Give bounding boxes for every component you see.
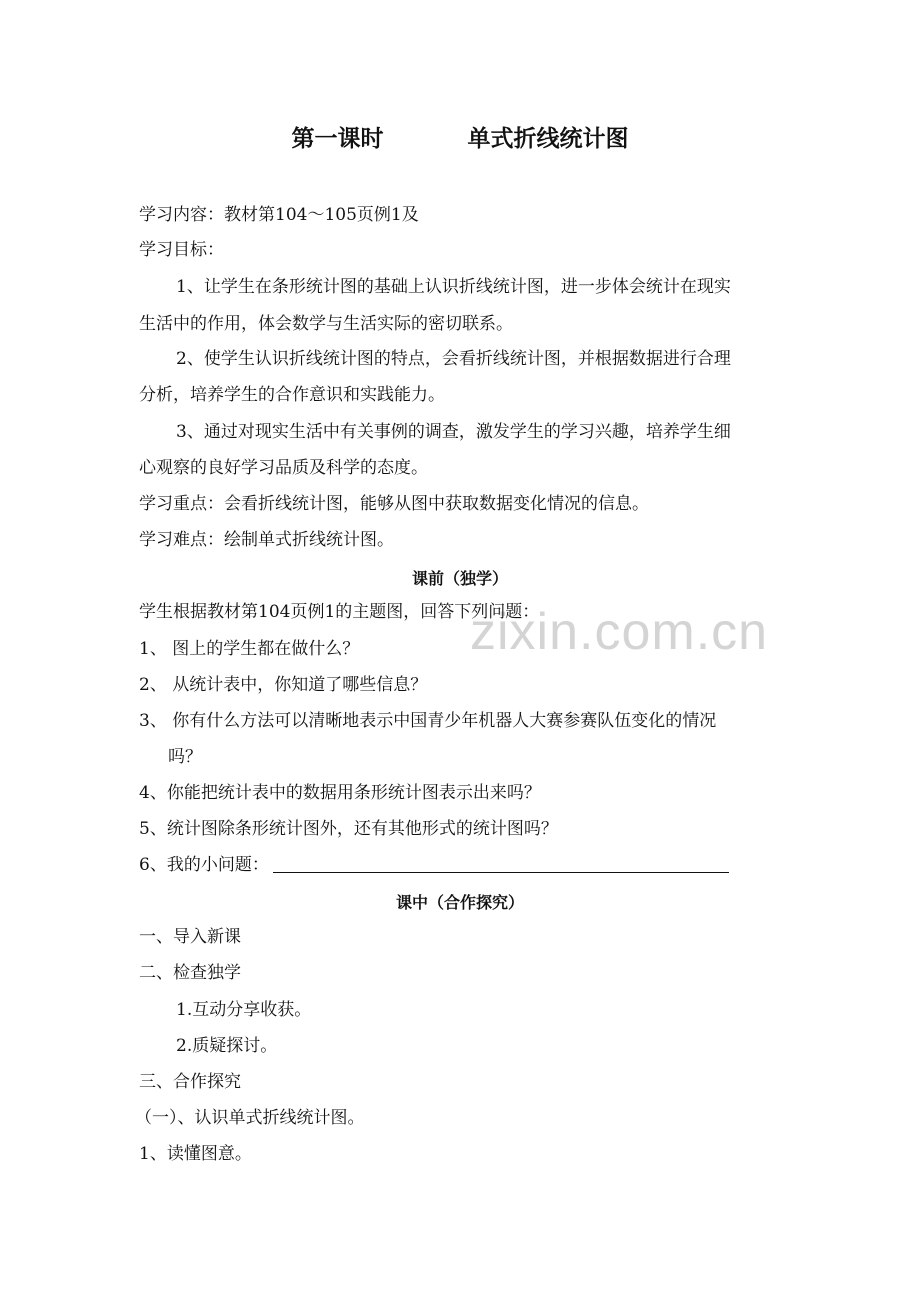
question-6-label: 6、我的小问题： xyxy=(139,855,269,875)
pre-class-prompt: 学生根据教材第104页例1的主题图，回答下列问题： xyxy=(139,602,540,622)
objectives-label: 学习目标： xyxy=(139,240,224,260)
question-2: 2、 从统计表中，你知道了哪些信息？ xyxy=(139,675,428,695)
objective-1-line-2: 生活中的作用，体会数学与生活实际的密切联系。 xyxy=(139,314,513,334)
section-3-item-1: 1、读懂图意。 xyxy=(139,1144,252,1164)
section-3-subsection-1: （一）、认识单式折线统计图。 xyxy=(135,1108,365,1128)
watermark: zixin.com.cn xyxy=(470,603,769,661)
question-3-line-2: 吗？ xyxy=(168,747,202,767)
objective-3-line-1: 3、通过对现实生活中有关事例的调查，激发学生的学习兴趣，培养学生细 xyxy=(176,422,731,442)
question-3-line-1: 3、 你有什么方法可以清晰地表示中国青少年机器人大赛参赛队伍变化的情况 xyxy=(139,711,717,731)
page-title xyxy=(0,120,920,153)
question-4: 4、你能把统计表中的数据用条形统计图表示出来吗？ xyxy=(139,783,541,803)
section-2: 二、检查独学 xyxy=(139,963,241,983)
title-topic: 单式折线统计图 xyxy=(467,126,629,152)
section-2-item-1: 1.互动分享收获。 xyxy=(176,1000,312,1020)
in-class-heading: 课中（合作探究） xyxy=(395,893,524,912)
objective-3-line-2: 心观察的良好学习品质及科学的态度。 xyxy=(139,458,428,478)
section-2-item-2: 2.质疑探讨。 xyxy=(176,1036,278,1056)
question-6 xyxy=(139,854,729,876)
question-1: 1、 图上的学生都在做什么？ xyxy=(139,639,360,659)
key-points: 学习重点：会看折线统计图，能够从图中获取数据变化情况的信息。 xyxy=(139,494,649,514)
difficulty: 学习难点：绘制单式折线统计图。 xyxy=(139,530,394,550)
title-lesson: 第一课时 xyxy=(291,126,384,152)
answer-blank[interactable] xyxy=(273,856,729,873)
pre-class-heading: 课前（独学） xyxy=(411,569,508,588)
section-1: 一、导入新课 xyxy=(139,927,241,947)
objective-2-line-1: 2、使学生认识折线统计图的特点，会看折线统计图，并根据数据进行合理 xyxy=(176,349,731,369)
learning-content: 学习内容：教材第104～105页例1及 xyxy=(139,205,419,225)
question-5: 5、统计图除条形统计图外，还有其他形式的统计图吗？ xyxy=(139,819,558,839)
section-3: 三、合作探究 xyxy=(139,1072,241,1092)
objective-2-line-2: 分析，培养学生的合作意识和实践能力。 xyxy=(139,385,445,405)
objective-1-line-1: 1、让学生在条形统计图的基础上认识折线统计图，进一步体会统计在现实 xyxy=(176,277,731,297)
